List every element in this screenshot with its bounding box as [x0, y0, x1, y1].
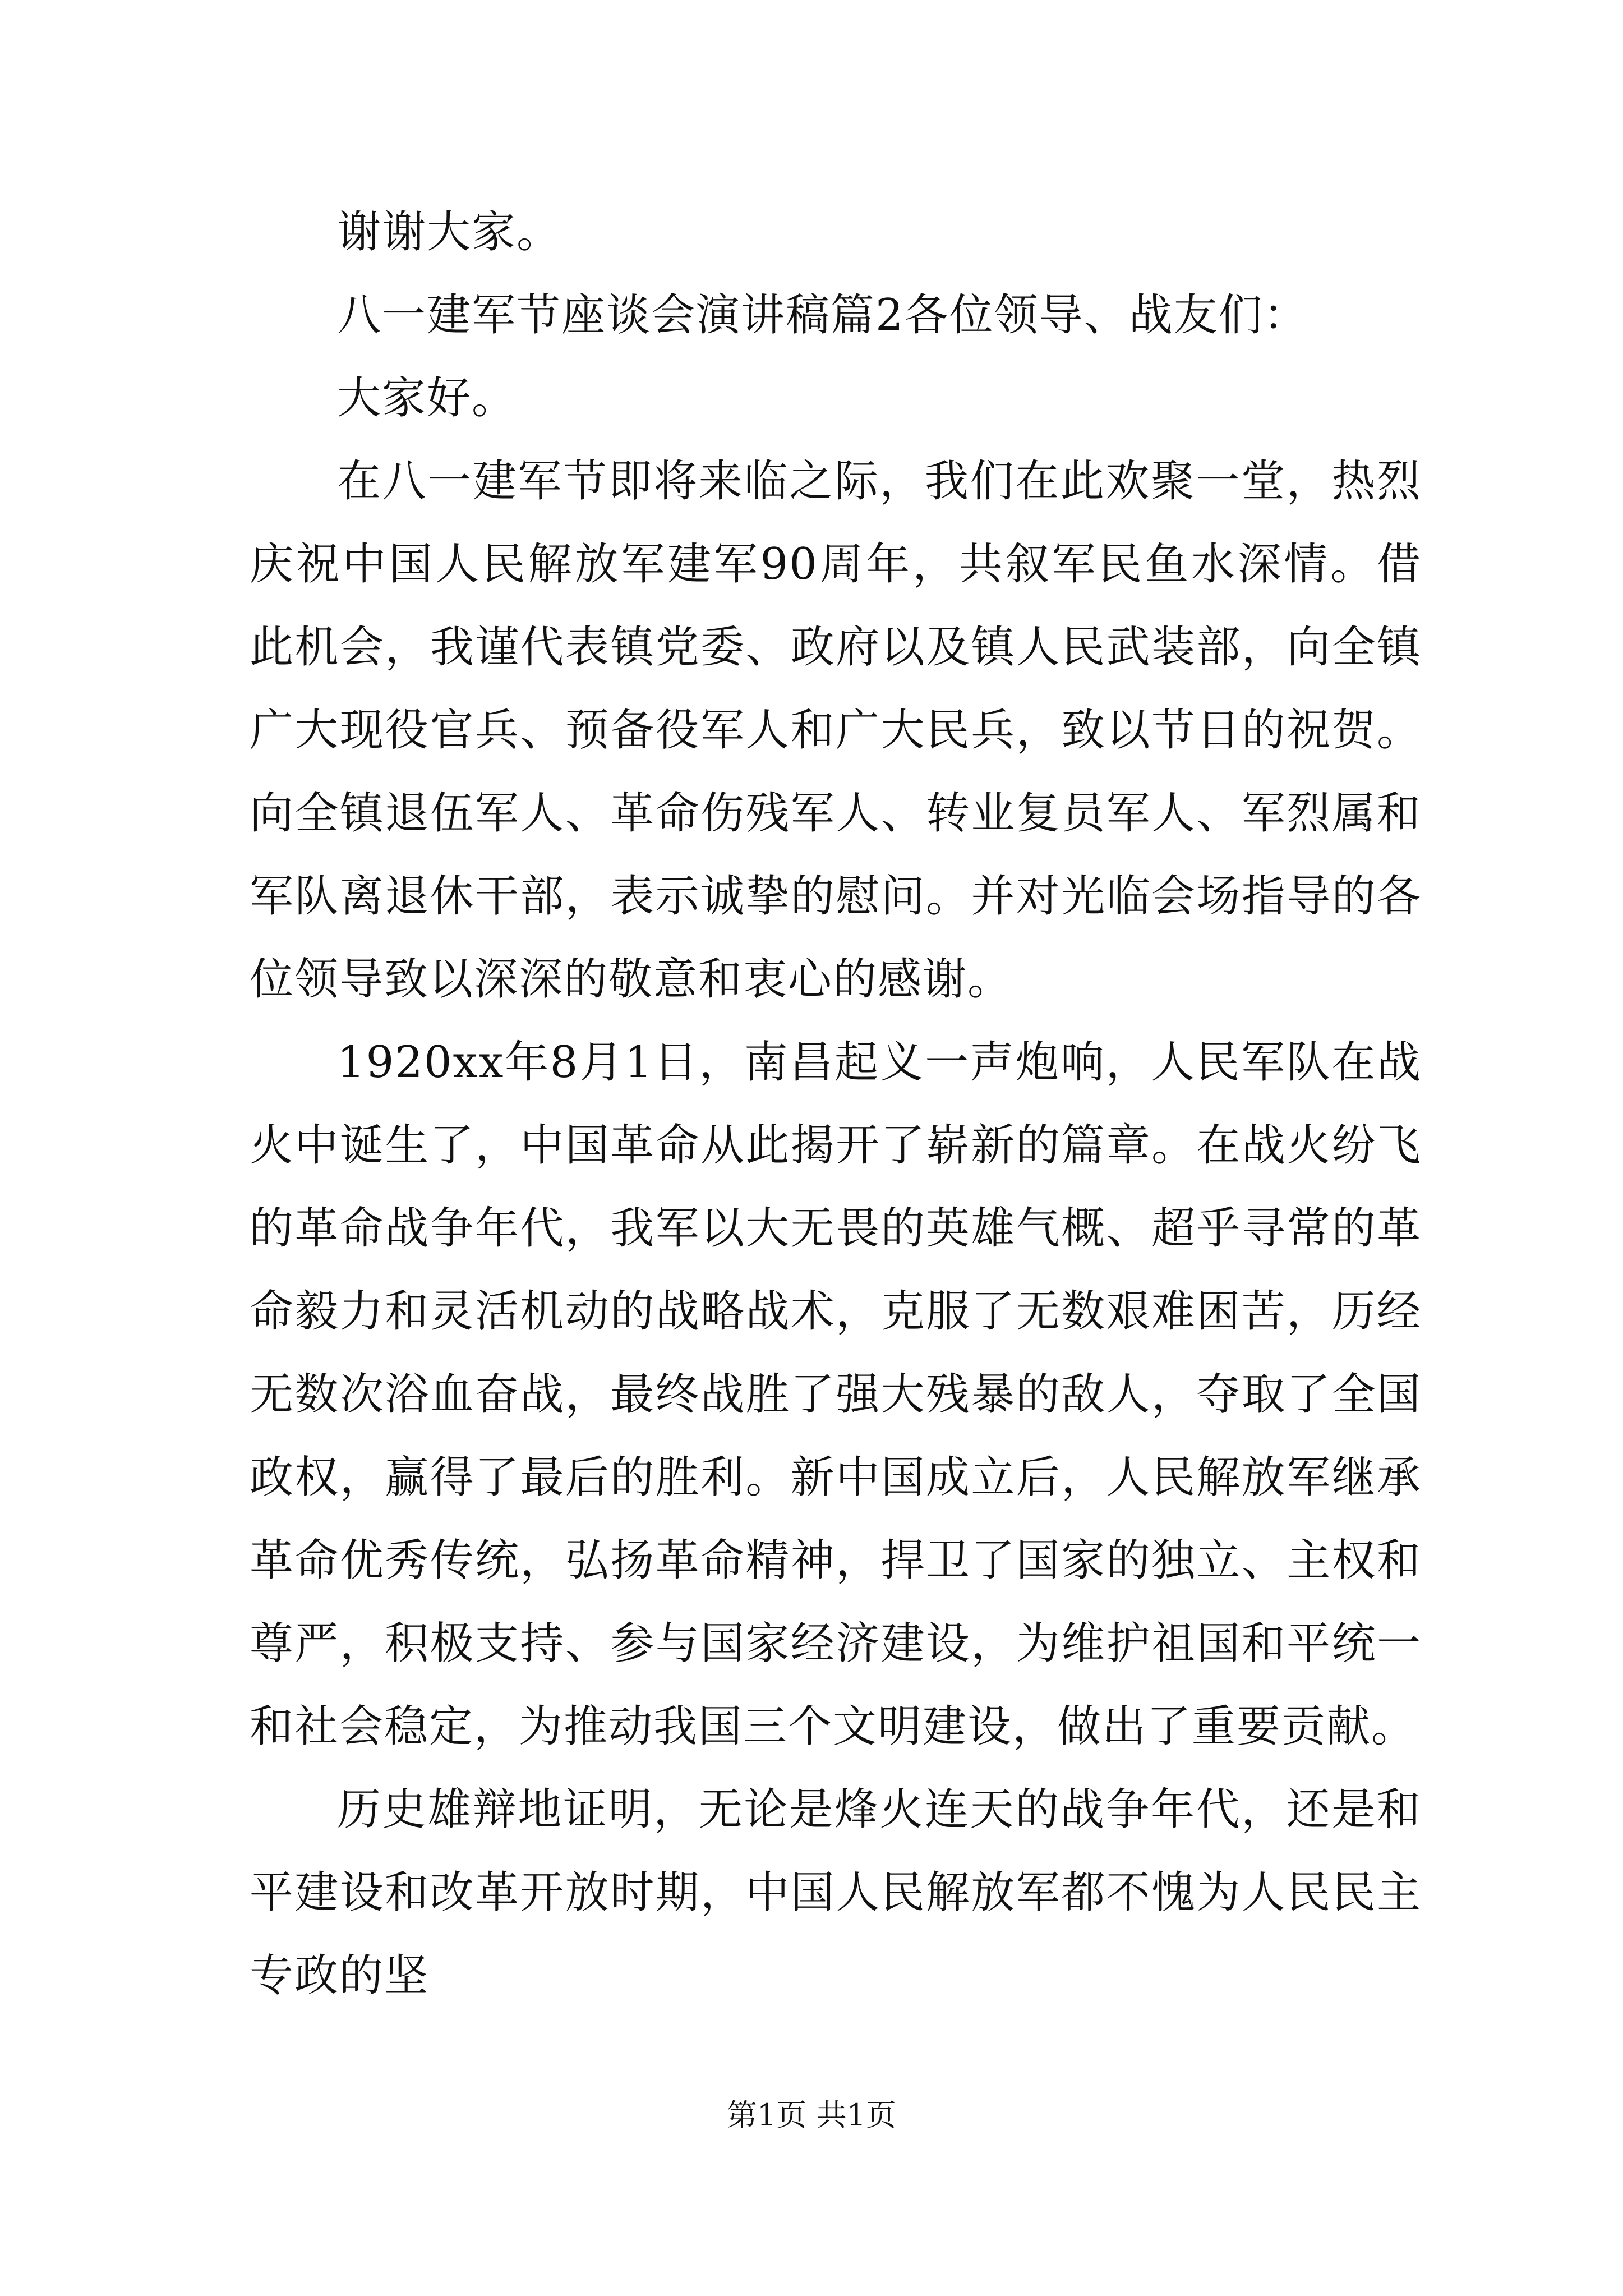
paragraph-greeting: 大家好。	[337, 373, 517, 424]
document-body	[250, 191, 1422, 2017]
paragraph-body-1: 在八一建军节即将来临之际，我们在此欢聚一堂，热烈庆祝中国人民解放军建军90周年，共叙军民鱼水深情。借此机会，我谨代表镇党委、政府以及镇人民武装部，向全镇广大现役官兵、预备役军人和广大民兵，致以节日的祝贺。向全镇退伍军人、革命伤残军人、转业复员军人、军烈属和军队离退休干部，表示诚挚的慰问。并对光临会场指导的各位领导致以深深的敬意和衷心的感谢。	[250, 456, 1422, 1005]
paragraph-heading: 八一建军节座谈会演讲稿篇2各位领导、战友们：	[337, 290, 1308, 341]
paragraph-body-2: 1920xx年8月1日，南昌起义一声炮响，人民军队在战火中诞生了，中国革命从此揭开了崭新的篇章。在战火纷飞的革命战争年代，我军以大无畏的英雄气概、超乎寻常的革命毅力和灵活机动的战略战术，克服了无数艰难困苦，历经无数次浴血奋战，最终战胜了强大残暴的敌人，夺取了全国政权，赢得了最后的胜利。新中国成立后，人民解放军继承革命优秀传统，弘扬革命精神，捍卫了国家的独立、主权和尊严，积极支持、参与国家经济建设，为维护祖国和平统一和社会稳定，为推动我国三个文明建设，做出了重要贡献。	[250, 1037, 1422, 1752]
paragraph-body-3: 历史雄辩地证明，无论是烽火连天的战争年代，还是和平建设和改革开放时期，中国人民解放军都不愧为人民民主专政的坚	[250, 1784, 1422, 2001]
paragraph-thanks: 谢谢大家。	[337, 207, 562, 257]
page-number-footer: 第1页 共1页	[727, 2097, 896, 2133]
